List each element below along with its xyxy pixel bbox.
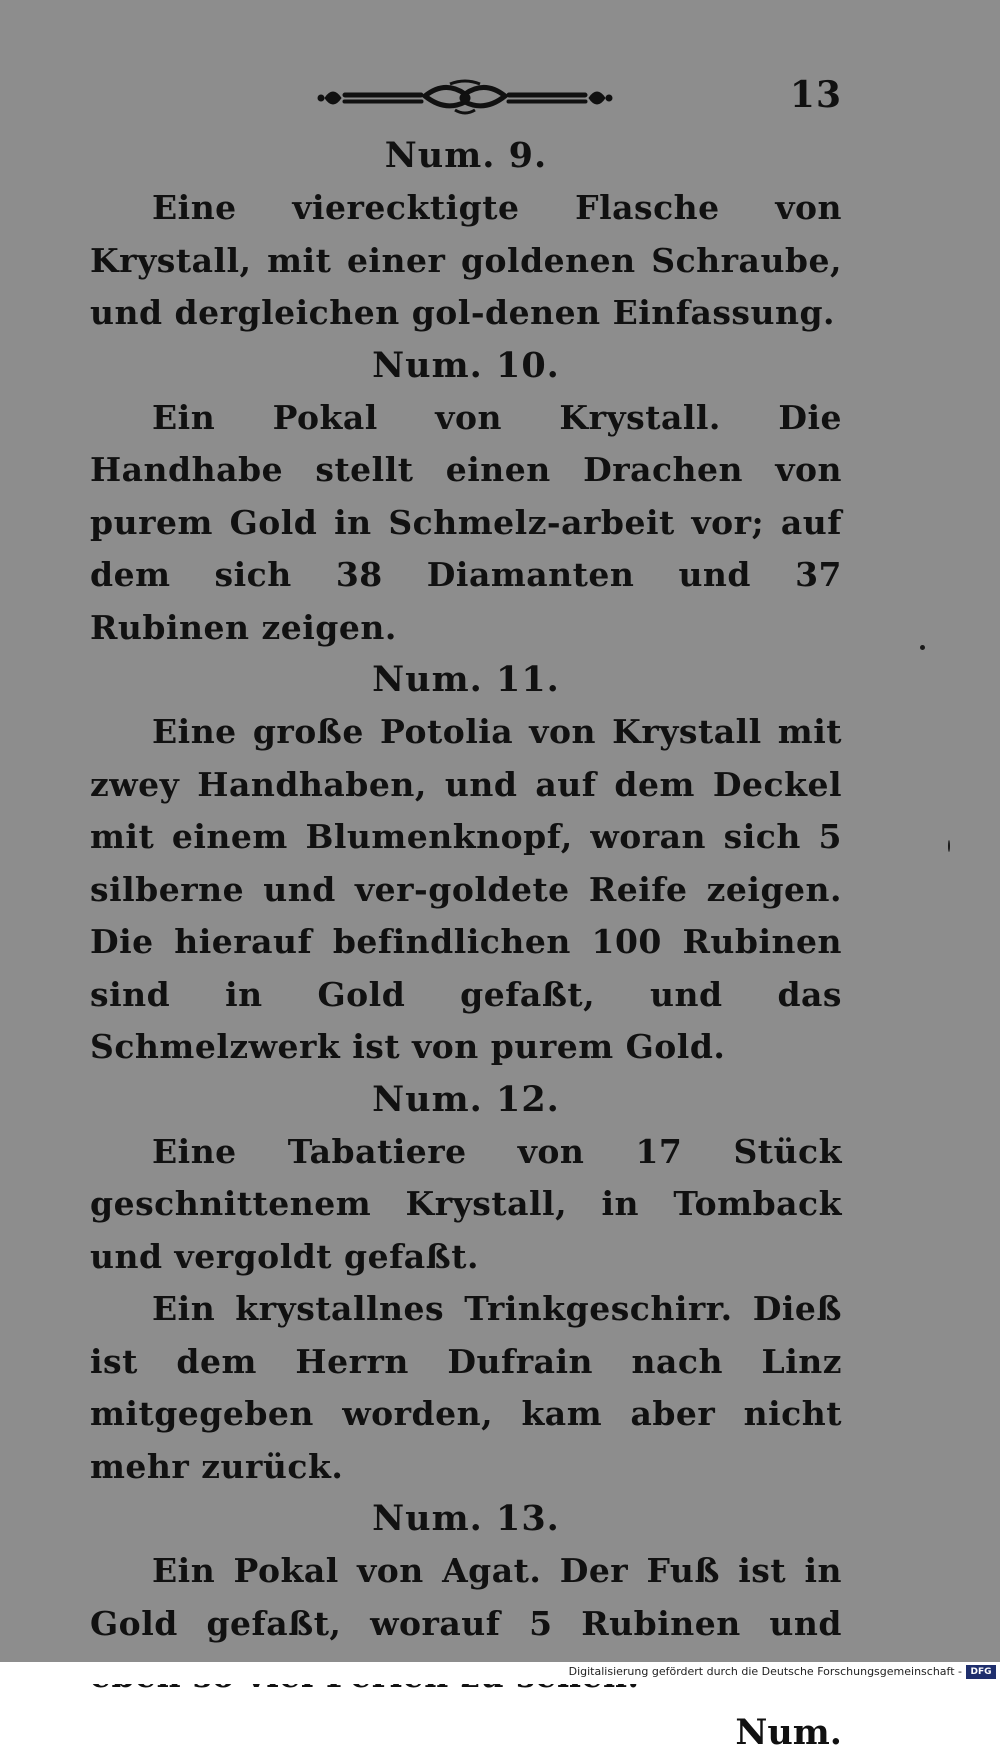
page-header (90, 60, 842, 130)
digitization-footer (0, 1662, 1000, 1684)
dfg-logo-icon: DFG (966, 1665, 996, 1679)
entry-paragraph: Ein krystallnes Trinkgeschirr. Dieß ist dem Herrn Dufrain nach Linz mitgegeben worden, kam aber nicht mehr zurück. (90, 1289, 842, 1486)
entry-heading: Num. 11. (372, 659, 560, 700)
scan-speck (948, 840, 950, 852)
scan-speck (920, 645, 925, 650)
catchword: Num. (735, 1711, 842, 1753)
entry-heading: Num. 9. (384, 135, 548, 176)
entry-heading: Num. 13. (372, 1498, 560, 1539)
entry-heading: Num. 12. (372, 1078, 560, 1120)
ornamental-rule-icon (315, 78, 615, 118)
entry-paragraph: Ein Pokal von Agat. Der Fuß ist in Gold gefaßt, worauf 5 Rubinen und (90, 1551, 842, 1643)
entry-paragraph: Eine Tabatiere von 17 Stück geschnittenem Krystall, in Tomback und vergoldt gefaßt. (90, 1131, 842, 1276)
entry-paragraph: Ein Pokal von Krystall. Die Handhabe stellt einen Drachen von purem Gold in Schmelz-arbeit vor; auf dem sich 38 Diamanten und 37 Rubinen zeigen. (90, 397, 842, 647)
page-content (90, 60, 842, 1761)
entry-paragraph: Eine vierecktigte Flasche von Krystall, mit einer goldenen Schraube, und dergleichen gol-denen Einfassung. (90, 188, 842, 332)
entry-heading: Num. 10. (372, 344, 560, 386)
page-number: 13 (789, 74, 842, 116)
funding-credit: Digitalisierung gefördert durch die Deutsche Forschungsgemeinschaft - (568, 1665, 962, 1678)
entry-paragraph: Eine große Potolia von Krystall mit zwey Handhaben, und auf dem Deckel mit einem Blumenknopf, woran sich 5 silberne und ver-goldete Reife zeigen. Die hierauf befindlichen 100 Rubinen sind in Gold gefaßt, und das Schmelzwerk ist von purem Gold. (90, 712, 842, 1066)
